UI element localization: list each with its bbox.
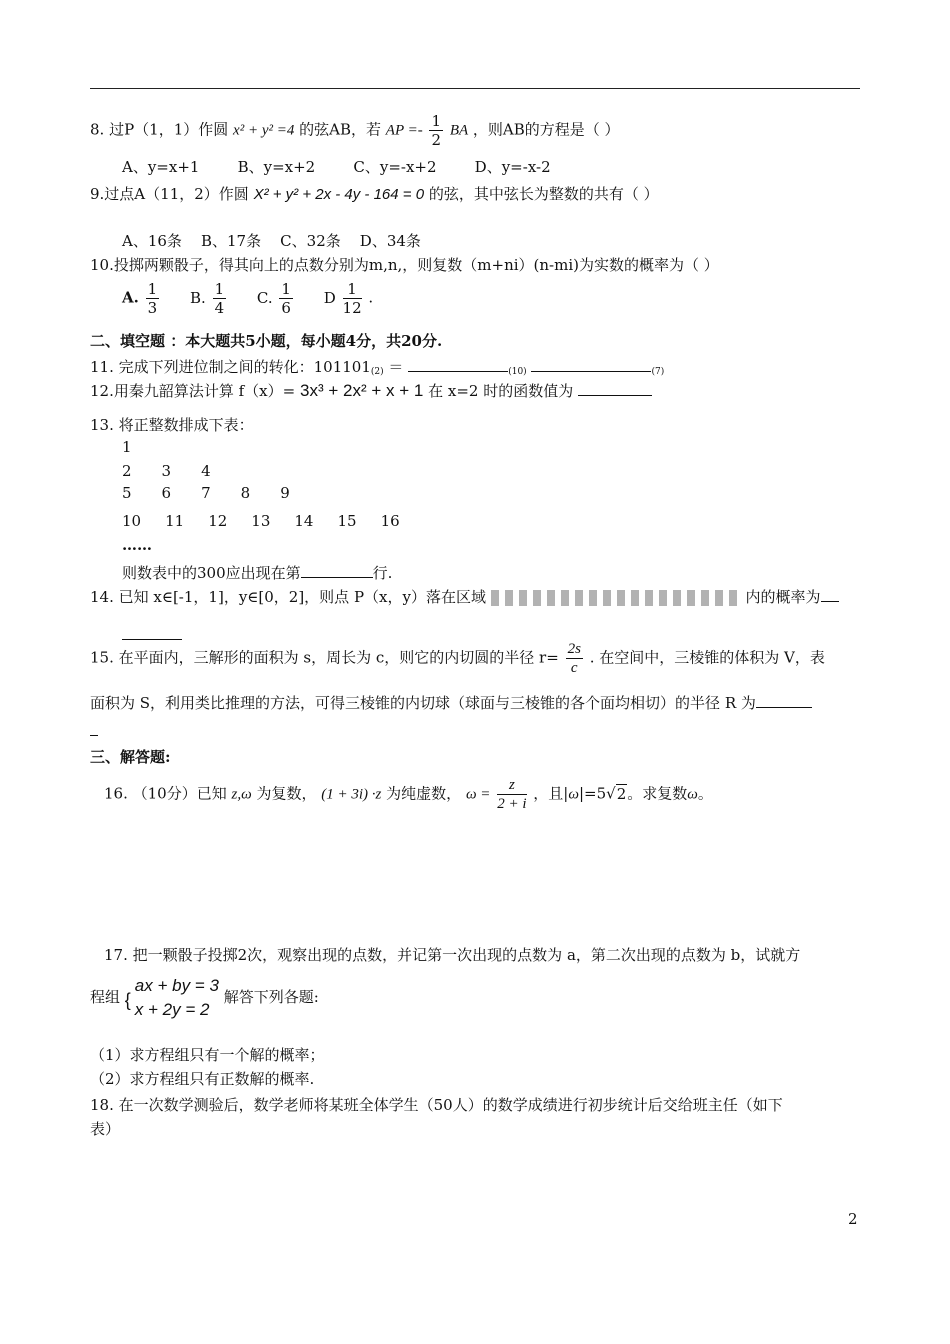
header-rule bbox=[90, 88, 860, 89]
q12-polynomial: 3x³ + 2x² + x + 1 bbox=[300, 381, 424, 400]
q8-options: A、y=x+1 B、y=x+2 C、y=-x+2 D、y=-x-2 bbox=[122, 158, 551, 176]
q10-option-d-label: D bbox=[323, 288, 336, 307]
question-13: 13. 将正整数排成下表： bbox=[90, 416, 254, 434]
question-8 bbox=[90, 112, 620, 149]
q9-text: 9.过点A（11，2）作圆 bbox=[90, 185, 249, 203]
q13-row-4: 10 11 12 13 14 15 16 bbox=[122, 512, 400, 530]
section-2-heading: 二、填空题 ：本大题共5小题，每小题4分，共20分. bbox=[90, 332, 443, 350]
q8-text: 8. 过P（1，1）作圆 bbox=[90, 120, 229, 139]
q8-ap: AP =- bbox=[385, 122, 423, 139]
q15-line-2: 面积为 S，利用类比推理的方法，可得三棱锥的内切球（球面与三棱锥的各个面均相切）的半径 R 为 bbox=[90, 692, 812, 713]
q13-answer-blank[interactable] bbox=[301, 576, 373, 578]
q8-text-c: ，则AB的方程是（ ） bbox=[472, 120, 620, 139]
q9-text-b: 的弦，其中弦长为整数的共有（ ） bbox=[428, 185, 659, 203]
question-10: 10.投掷两颗骰子，得其向上的点数分别为m,n,，则复数（m+ni）(n-mi)为实数的概率为（ ） bbox=[90, 256, 719, 274]
q11-answer-blank-1[interactable] bbox=[408, 370, 508, 372]
q8-text-b: 的弦AB，若 bbox=[299, 120, 381, 139]
question-9 bbox=[90, 183, 659, 204]
question-15: 15. 在平面内，三解形的面积为 s，周长为 c，则它的内切圆的半径 r= $\frac{2s}{c}$ . 在空间中，三棱锥的体积为 V，表 bbox=[90, 641, 825, 676]
q17-part-1: （1）求方程组只有一个解的概率； bbox=[90, 1046, 325, 1064]
q10-option-d: $\frac{1}{12}$ bbox=[342, 280, 362, 317]
q8-ba: BA bbox=[449, 122, 469, 139]
question-18: 18. 在一次数学测验后，数学老师将某班全体学生（50人）的数学成绩进行初步统计后交给班主任（如下 bbox=[90, 1096, 783, 1114]
question-14: 14. 已知 x∈[-1，1]，y∈[0，2]，则点 P（x，y）落在区域 内的概率为 bbox=[90, 586, 839, 607]
q13-row-2: 2 3 4 bbox=[122, 462, 211, 480]
question-17: 17. 把一颗骰子投掷2次，观察出现的点数，并记第一次出现的点数为 a，第二次出现的点数为 b，试就方 bbox=[104, 946, 801, 964]
q10-option-a-label: A. bbox=[122, 288, 139, 307]
q10-options: A. $\frac{1}{3}$ B. $\frac{1}{4}$ C. $\frac{1}{6}$ D $\frac{1}{12}$ . bbox=[122, 280, 374, 317]
q15-fraction: $\frac{2s}{c}$ bbox=[567, 641, 581, 676]
q10-option-c: $\frac{1}{6}$ bbox=[281, 280, 291, 317]
q8-fraction: $\frac{1}{2}$ bbox=[431, 112, 442, 149]
page-number: 2 bbox=[848, 1210, 858, 1228]
q17-equation-system: { ax + by = 3 x + 2y = 2 bbox=[124, 976, 219, 1019]
q17-line-2: 程组 { ax + by = 3 x + 2y = 2 解答下列各题: bbox=[90, 974, 319, 1022]
q10-option-c-label: C. bbox=[256, 288, 273, 307]
q18-line-2: 表） bbox=[90, 1120, 121, 1138]
q10-option-b: $\frac{1}{4}$ bbox=[214, 280, 225, 317]
q17-part-2: （2）求方程组只有正数解的概率. bbox=[90, 1070, 315, 1088]
q13-row-3: 5 6 7 8 9 bbox=[122, 484, 290, 502]
section-3-heading: 三、解答题: bbox=[90, 748, 171, 766]
q15-answer-blank[interactable] bbox=[756, 706, 812, 708]
q10-option-b-label: B. bbox=[189, 288, 206, 307]
q9-circle-eq: X² + y² + 2x - 4y - 164 = 0 bbox=[253, 186, 425, 203]
q10-option-a: $\frac{1}{3}$ bbox=[147, 280, 158, 317]
question-11: 11. 完成下列进位制之间的转化：101101(2) ＝ (10) (7) bbox=[90, 358, 665, 377]
q12-answer-blank[interactable] bbox=[578, 394, 652, 396]
question-12: 12.用秦九韶算法计算 f（x）= 3x³ + 2x² + x + 1 在 x=2 时的函数值为 bbox=[90, 380, 652, 401]
q8-circle-eq: x² + y² =4 bbox=[233, 122, 295, 139]
q14-region-image bbox=[491, 590, 741, 606]
q11-answer-blank-2[interactable] bbox=[531, 370, 651, 372]
q16-fraction: $\frac{z}{2 + i}$ bbox=[497, 777, 527, 812]
q13-row-1: 1 bbox=[122, 438, 132, 456]
q13-ellipsis: …… bbox=[122, 536, 152, 554]
q13-question: 则数表中的300应出现在第 行. bbox=[122, 564, 393, 582]
question-16: 16. （10分）已知 z,ω 为复数， (1 + 3i) ·z 为纯虚数， ω = $\frac{z}{2 + i}$ ，且|ω|=5√2。求复数ω。 bbox=[104, 777, 713, 812]
q9-options: A、16条 B、17条 C、32条 D、34条 bbox=[122, 232, 421, 250]
